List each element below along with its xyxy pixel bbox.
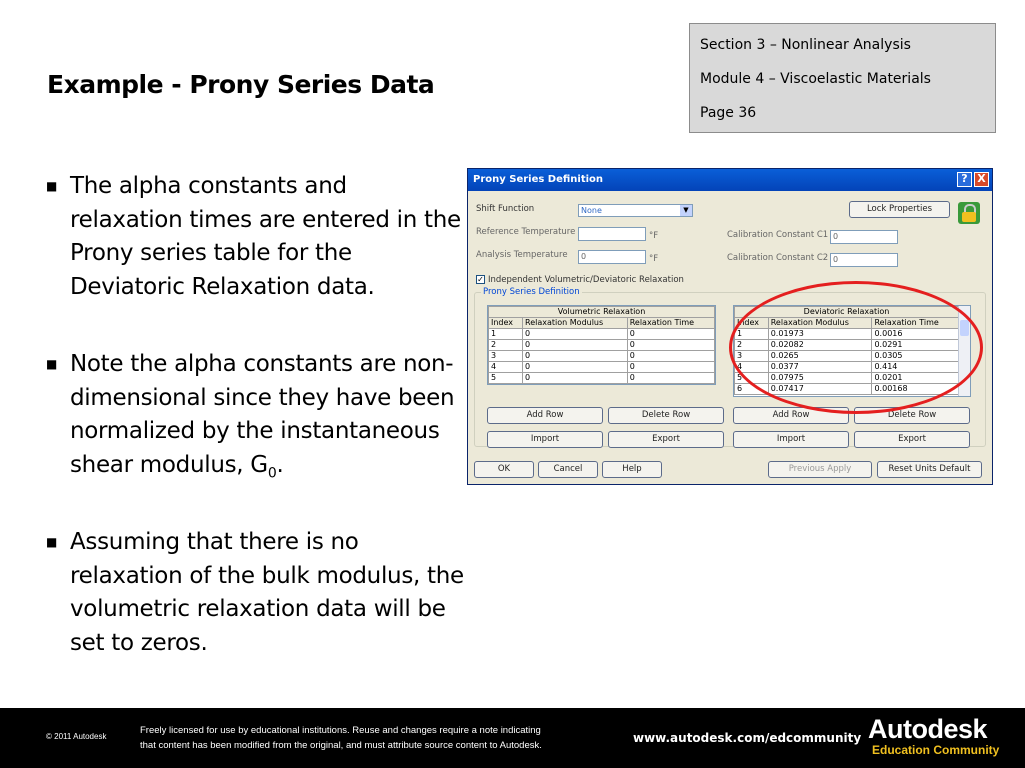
column-header: Relaxation Time: [872, 318, 959, 329]
table-cell[interactable]: 5: [735, 373, 769, 384]
table-cell[interactable]: 0: [523, 340, 628, 351]
analysis-temperature-input[interactable]: 0: [578, 250, 646, 264]
help-icon[interactable]: ?: [957, 172, 972, 187]
reference-temperature-input[interactable]: [578, 227, 646, 241]
calibration-c1-input[interactable]: 0: [830, 230, 898, 244]
table-cell[interactable]: 6: [735, 384, 769, 395]
dialog-title-bar: [468, 169, 992, 191]
table-cell[interactable]: 2: [489, 340, 523, 351]
license-line-2: that content has been modified from the original, and must attribute source content to Autodesk.: [140, 740, 542, 751]
table-cell[interactable]: 0.00168: [872, 384, 959, 395]
calibration-c2-label: Calibration Constant C2: [727, 253, 829, 263]
shift-function-value: None: [581, 206, 602, 215]
highlight-circle: [729, 281, 983, 414]
bullet-1-text: The alpha constants and relaxation times are entered in the Prony series table for the Deviatoric Relaxation data.: [70, 173, 461, 300]
analysis-temperature-unit: °F: [649, 254, 659, 264]
calibration-c2-input[interactable]: 0: [830, 253, 898, 267]
volumetric-export-button[interactable]: Export: [608, 431, 724, 448]
independent-relaxation-checkbox[interactable]: ✓: [477, 275, 484, 284]
dialog-title: Prony Series Definition: [473, 174, 604, 185]
table-cell[interactable]: 0: [523, 329, 628, 340]
bullet-marker-icon: ■: [46, 179, 58, 193]
education-community-label: Education Community: [872, 743, 1000, 757]
table-cell[interactable]: 1: [735, 329, 769, 340]
table-cell[interactable]: 0.0016: [872, 329, 959, 340]
ok-button[interactable]: OK: [474, 461, 534, 478]
table-cell[interactable]: 0.414: [872, 362, 959, 373]
table-row[interactable]: [489, 362, 715, 373]
table-cell[interactable]: 0: [627, 340, 714, 351]
table-cell[interactable]: 0: [523, 373, 628, 384]
page-number: Page 36: [700, 105, 757, 121]
table-row[interactable]: [489, 340, 715, 351]
table-cell[interactable]: 0: [523, 362, 628, 373]
deviatoric-delete-row-button[interactable]: Delete Row: [854, 407, 970, 424]
column-header: Index: [735, 318, 769, 329]
previous-apply-button[interactable]: Previous Apply: [768, 461, 872, 478]
volumetric-import-button[interactable]: Import: [487, 431, 603, 448]
table-cell[interactable]: 0.07975: [768, 373, 872, 384]
table-cell[interactable]: 0.01973: [768, 329, 872, 340]
chevron-down-icon: ▼: [680, 205, 692, 216]
bullet-3: [46, 526, 466, 660]
deviatoric-caption: Deviatoric Relaxation: [735, 307, 959, 318]
bullet-2-end: .: [276, 451, 284, 478]
help-button[interactable]: Help: [602, 461, 662, 478]
deviatoric-add-row-button[interactable]: Add Row: [733, 407, 849, 424]
table-cell[interactable]: 0: [627, 351, 714, 362]
bullet-2-text: [70, 348, 466, 491]
bullet-marker-icon: ■: [46, 357, 58, 371]
table-cell[interactable]: 0: [523, 351, 628, 362]
section-info-box: [689, 23, 996, 133]
analysis-temperature-label: Analysis Temperature: [476, 250, 568, 260]
slide-title: Example - Prony Series Data: [47, 70, 435, 99]
table-cell[interactable]: 4: [735, 362, 769, 373]
close-icon[interactable]: X: [974, 172, 989, 187]
bullet-1: [46, 170, 466, 304]
table-cell[interactable]: 0.0377: [768, 362, 872, 373]
table-cell[interactable]: 3: [735, 351, 769, 362]
table-row[interactable]: [489, 373, 715, 384]
table-cell[interactable]: 0: [627, 329, 714, 340]
table-cell[interactable]: 2: [735, 340, 769, 351]
autodesk-logo: Autodesk: [868, 714, 988, 744]
column-header: Relaxation Time: [627, 318, 714, 329]
table-cell[interactable]: 0.0305: [872, 351, 959, 362]
lock-properties-button[interactable]: Lock Properties: [849, 201, 950, 218]
volumetric-add-row-button[interactable]: Add Row: [487, 407, 603, 424]
column-header: Relaxation Modulus: [768, 318, 872, 329]
bullet-2: [46, 348, 466, 491]
section-label: Section 3 – Nonlinear Analysis: [700, 37, 911, 53]
table-cell[interactable]: 0.07417: [768, 384, 872, 395]
prony-series-group-label: Prony Series Definition: [483, 287, 580, 297]
bullet-2-subscript: 0: [267, 465, 277, 482]
reference-temperature-label: Reference Temperature: [476, 227, 576, 237]
table-cell[interactable]: 1: [489, 329, 523, 340]
deviatoric-export-button[interactable]: Export: [854, 431, 970, 448]
column-header: Relaxation Modulus: [523, 318, 628, 329]
copyright-text: © 2011 Autodesk: [46, 732, 107, 741]
cancel-button[interactable]: Cancel: [538, 461, 598, 478]
reference-temperature-unit: °F: [649, 231, 659, 241]
volumetric-caption: Volumetric Relaxation: [489, 307, 715, 318]
bullet-2-main: Note the alpha constants are non-dimensional since they have been normalized by the instantaneous shear modulus, G: [70, 351, 455, 478]
deviatoric-import-button[interactable]: Import: [733, 431, 849, 448]
calibration-c1-label: Calibration Constant C1: [727, 230, 829, 240]
table-cell[interactable]: 3: [489, 351, 523, 362]
table-cell[interactable]: 0: [627, 373, 714, 384]
bullet-3-text: Assuming that there is no relaxation of the bulk modulus, the volumetric relaxation data will be set to zeros.: [70, 529, 464, 656]
table-row[interactable]: [489, 351, 715, 362]
volumetric-table[interactable]: [487, 305, 716, 385]
reset-default-button[interactable]: Reset Units Default: [877, 461, 982, 478]
license-line-1: Freely licensed for use by educational institutions. Reuse and changes require a note indicating: [140, 725, 541, 736]
table-cell[interactable]: 0.0265: [768, 351, 872, 362]
table-row[interactable]: [489, 329, 715, 340]
bullet-marker-icon: ■: [46, 535, 58, 549]
independent-relaxation-label: Independent Volumetric/Deviatoric Relaxation: [488, 275, 684, 285]
lock-icon[interactable]: [958, 202, 980, 224]
table-cell[interactable]: 0.0201: [872, 373, 959, 384]
table-cell[interactable]: 0.02082: [768, 340, 872, 351]
table-cell[interactable]: 4: [489, 362, 523, 373]
shift-function-select[interactable]: [578, 204, 693, 217]
table-cell[interactable]: 0: [627, 362, 714, 373]
footer-bar: [0, 708, 1025, 768]
table-cell[interactable]: 0.0291: [872, 340, 959, 351]
table-cell[interactable]: 5: [489, 373, 523, 384]
edcommunity-link[interactable]: www.autodesk.com/edcommunity: [633, 731, 862, 745]
column-header: Index: [489, 318, 523, 329]
module-label: Module 4 – Viscoelastic Materials: [700, 71, 931, 87]
volumetric-delete-row-button[interactable]: Delete Row: [608, 407, 724, 424]
license-text: [140, 723, 630, 753]
shift-function-label: Shift Function: [476, 204, 535, 214]
